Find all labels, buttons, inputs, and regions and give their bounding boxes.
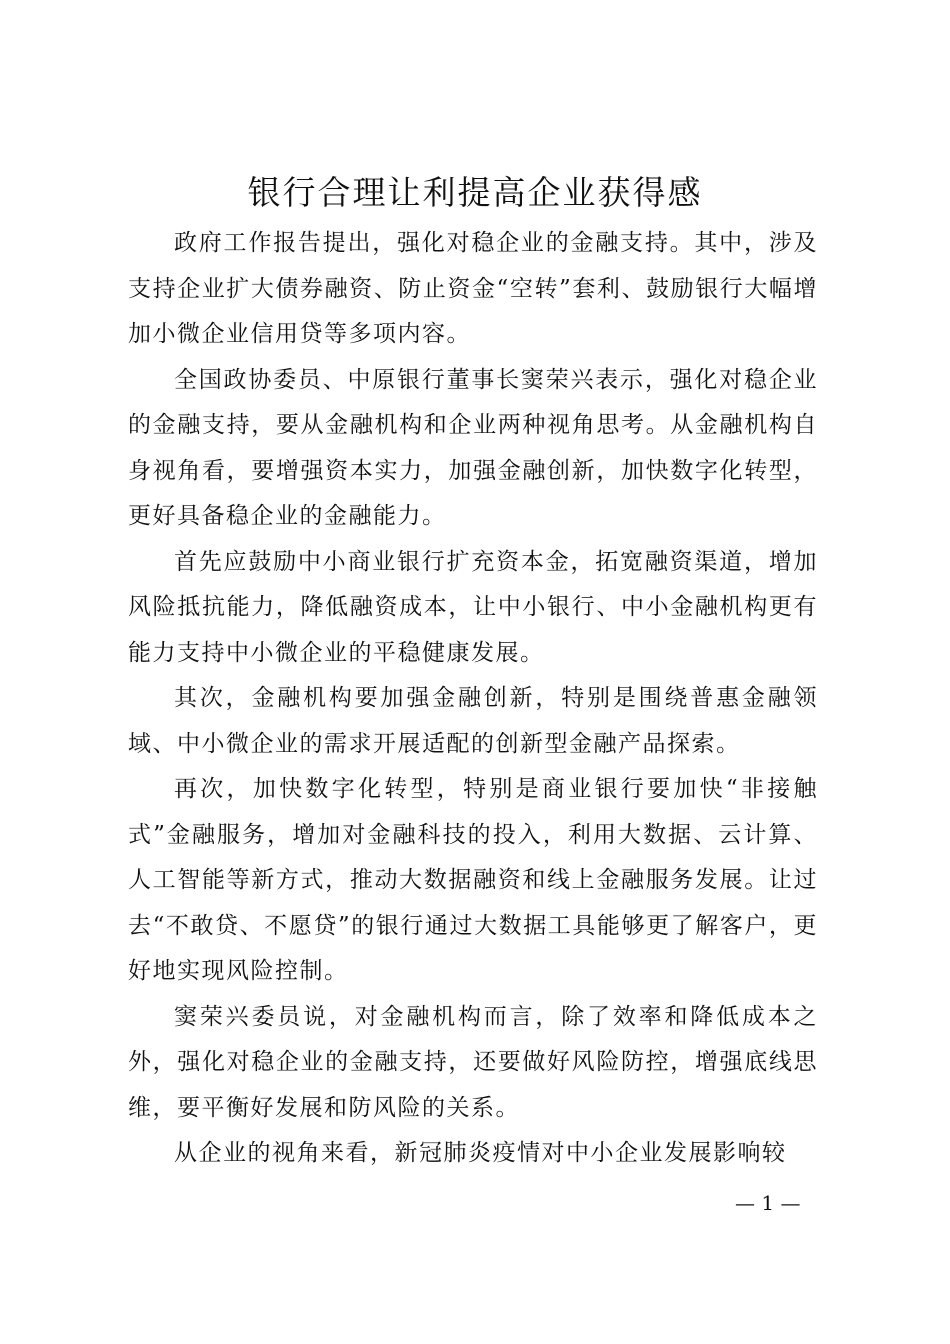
page-number: — 1 —	[735, 1191, 801, 1215]
paragraph: 窦荣兴委员说，对金融机构而言，除了效率和降低成本之外，强化对稳企业的金融支持，还要做好风险防控，增强底线思维，要平衡好发展和防风险的关系。	[128, 1003, 818, 1121]
paragraph: 从企业的视角来看，新冠肺炎疫情对中小企业发展影响较	[174, 1140, 787, 1166]
paragraph: 全国政协委员、中原银行董事长窦荣兴表示，强化对稳企业的金融支持，要从金融机构和企业两种视角思考。从金融机构自身视角看，要增强资本实力，加强金融创新，加快数字化转型，更好具备稳企业的金融能力。	[128, 366, 818, 529]
document-body	[128, 221, 818, 1177]
paragraph: 其次，金融机构要加强金融创新，特别是围绕普惠金融领域、中小微企业的需求开展适配的创新型金融产品探索。	[128, 685, 818, 757]
paragraph: 再次，加快数字化转型，特别是商业银行要加快“非接触式”金融服务，增加对金融科技的投入，利用大数据、云计算、人工智能等新方式，推动大数据融资和线上金融服务发展。让过去“不敢贷、不愿贷”的银行通过大数据工具能够更了解客户，更好地实现风险控制。	[128, 776, 818, 984]
paragraph: 政府工作报告提出，强化对稳企业的金融支持。其中，涉及支持企业扩大债券融资、防止资金“空转”套利、鼓励银行大幅增加小微企业信用贷等多项内容。	[128, 230, 818, 347]
paragraph: 首先应鼓励中小商业银行扩充资本金，拓宽融资渠道，增加风险抵抗能力，降低融资成本，让中小银行、中小金融机构更有能力支持中小微企业的平稳健康发展。	[128, 548, 818, 666]
document-title: 银行合理让利提高企业获得感	[247, 173, 703, 212]
